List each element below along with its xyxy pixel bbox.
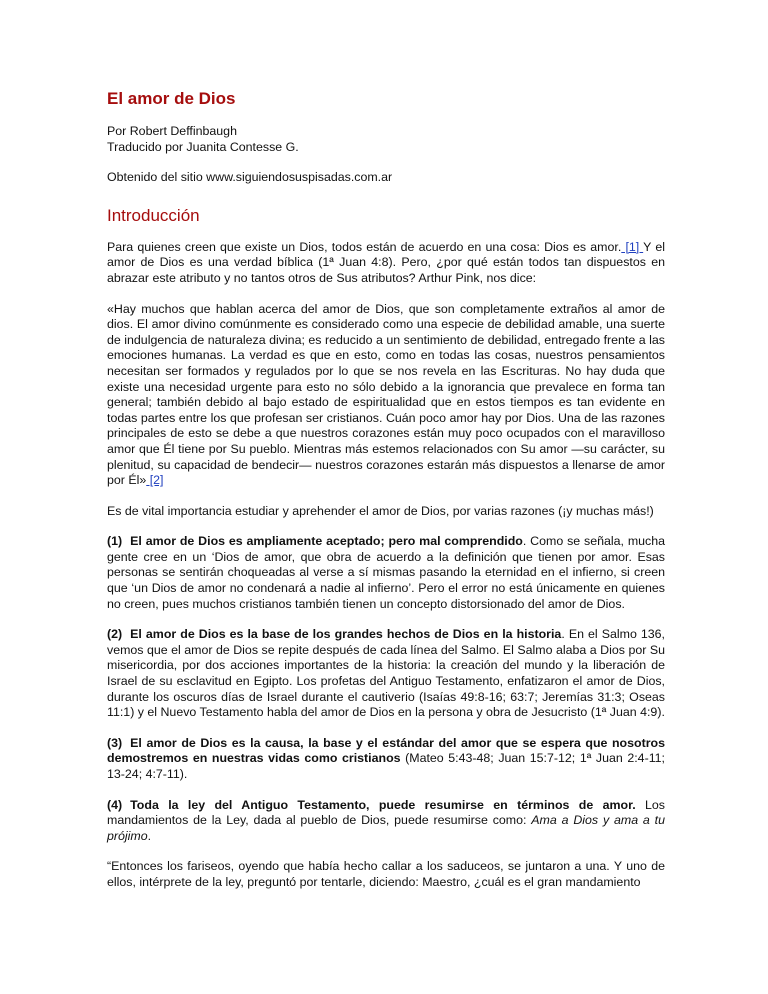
point-body: (Mateo 5:43-48; Juan 15:7-12; 1ª Juan 2:4-11; 13-24; 4:7-11). [107, 751, 665, 781]
document-title: El amor de Dios [107, 89, 236, 108]
point-heading: El amor de Dios es ampliamente aceptado; pero mal comprendido [130, 534, 523, 549]
quote-text: «Hay muchos que hablan acerca del amor de Dios, que son completamente extraños al amor de dios. El amor divino comúnmente es considerado como una especie de debilidad amable, una suerte de indulgencia de naturaleza divina; es reducido a un sentimiento de debilidad, entregado frente a las emociones humanas. La verdad es que en esto, como en todas las cosas, nuestros pensamientos necesitan ser formados y regulados por lo que se nos revela en las Escrituras. No hay duda que existe una necesidad urgente para esto no sólo debido a la ignorancia que prevalece en forma tan general; también debido al bajo estado de espiritualidad que en estos tiempos es tan evidente en todas partes entre los que profesan ser cristianos. Cuán poco amor hay por Dios. Una de las razones principales de esto se debe a que nuestros corazones están muy poco ocupados con el maravilloso amor que Él tiene por Su pueblo. Mientras más estemos relacionados con Su amor —su carácter, su plenitud, su capacidad de bendecir— nuestros corazones estarán más dispuestos a llenarse de amor por Él» [107, 301, 665, 488]
footnote-link-2[interactable]: [2] [146, 473, 164, 488]
intro-text-b: Y el amor de Dios es una verdad bíblica (1ª Juan 4:8). Pero, ¿por qué están todos tan dispuestos en abrazar este atributo y no tantos otros de Sus atributos? Arthur Pink, nos dice: [107, 239, 665, 285]
point-tail: . [147, 828, 152, 843]
importance-paragraph: Es de vital importancia estudiar y aprehender el amor de Dios, por varias razones (¡y muchas más!) [107, 503, 654, 518]
point-number: (4) [107, 797, 123, 812]
footnote-link-1[interactable]: [1] [621, 239, 644, 254]
source-line: Obtenido del sitio www.siguiendosuspisadas.com.ar [107, 170, 393, 185]
spacer [107, 155, 665, 170]
point-body: . Como se señala, mucha gente cree en un ‘Dios de amor, que obra de acuerdo a la definición que tienen por amor. Esas personas se sentirán choqueadas al verse a sí mismas pasando la eternidad en el infierno, si creen que ‘un Dios de amor no condenará a nadie al infierno’. Pero el error no está únicamente en quienes no creen, pues muchos cristianos también tienen un concepto distorsionado del amor de Dios. [107, 534, 666, 611]
point-heading: El amor de Dios es la base de los grandes hechos de Dios en la historia [130, 627, 562, 642]
point-number: (3) [107, 735, 123, 750]
point-2-paragraph [107, 627, 665, 721]
point-4-paragraph [107, 798, 665, 845]
author-line: Por Robert Deffinbaugh [107, 124, 237, 138]
intro-paragraph [107, 240, 665, 287]
closing-paragraph: “Entonces los fariseos, oyendo que había hecho callar a los saduceos, se juntaron a una. Y uno de ellos, intérprete de la ley, preguntó por tentarle, diciendo: Maestro, ¿cuál es el gran mandamiento [107, 859, 665, 889]
document-page [107, 88, 665, 906]
point-number: (2) [107, 627, 123, 642]
intro-text-a: Para quienes creen que existe un Dios, todos están de acuerdo en una cosa: Dios es amor. [107, 239, 622, 254]
translator-line: Traducido por Juanita Contesse G. [107, 139, 299, 154]
point-1-paragraph [107, 534, 665, 612]
point-heading: Toda la ley del Antiguo Testamento, puede resumirse en términos de amor. [130, 797, 636, 812]
point-number: (1) [107, 534, 123, 549]
point-body: . En el Salmo 136, vemos que el amor de Dios se repite después de cada línea del Salmo. El Salmo alaba a Dios por Su misericordia, por dos acciones importantes de la historia: la creación del mundo y la liberación de Israel de su esclavitud en Egipto. Los profetas del Antiguo Testamento, enfatizaron el amor de Dios, durante los oscuros días de Israel durante el cautiverio (Isaías 49:8-16; 63:7; Jeremías 31:3; Oseas 11:1) y el Nuevo Testamento habla del amor de Dios en la persona y obra de Jesucristo (1ª Juan 4:9). [107, 627, 665, 720]
point-body: Los mandamientos de la Ley, dada al pueblo de Dios, puede resumirse como: [107, 797, 665, 828]
point-3-paragraph [107, 736, 665, 783]
pink-quote-paragraph [107, 302, 665, 489]
point-heading: El amor de Dios es la causa, la base y el estándar del amor que se espera que nosotros demostremos en nuestras vidas como cristianos [107, 735, 665, 766]
point-emphasis: Ama a Dios y ama a tu prójimo [107, 813, 665, 843]
section-title-introduccion: Introducción [107, 205, 200, 225]
